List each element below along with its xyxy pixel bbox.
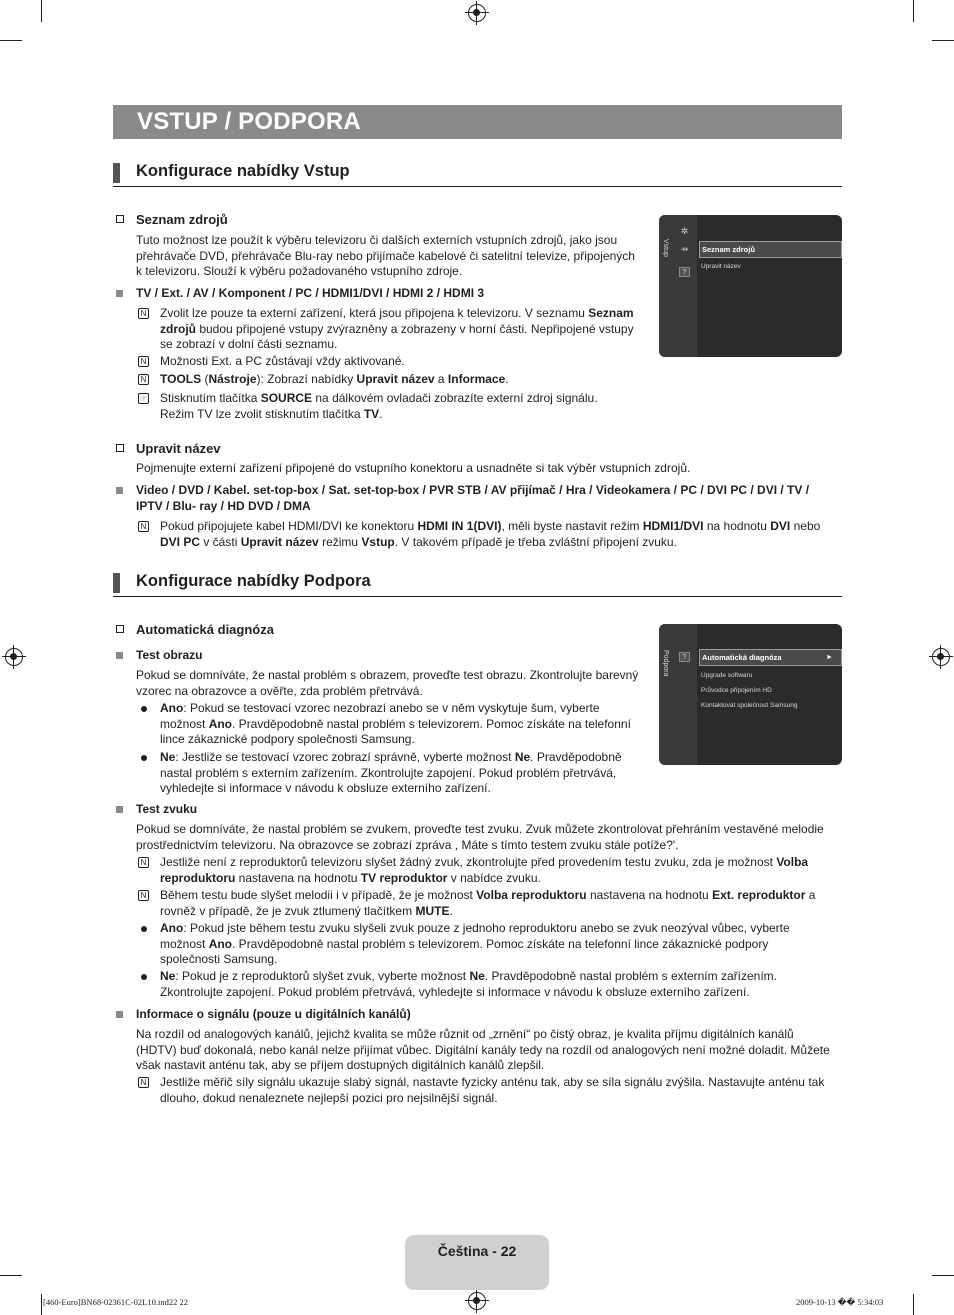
paragraph: Pojmenujte externí zařízení připojené do vstupního konektoru a usnadněte si tak výběr vstupních zdrojů. — [136, 461, 691, 475]
section-title: Konfigurace nabídky Vstup — [136, 162, 350, 180]
subsection-heading: Upravit název — [136, 441, 221, 456]
bullet-dot-icon — [141, 974, 147, 980]
checkbox-bullet-icon — [116, 215, 124, 223]
note-text: Pokud připojujete kabel HDMI/DVI ke konektoru HDMI IN 1(DVI), měli byste nastavit režim HDMI1/DVI na hodnotu DVI nebo DVI PC v části Upravit název režimu Vstup. V takovém případě je třeba zvláštní připojení zvuku. — [160, 519, 821, 549]
osd-menu-item[interactable]: Kontaktovat společnost Samsung — [701, 702, 798, 709]
subsection-heading: Seznam zdrojů — [136, 212, 228, 227]
crop-mark — [41, 1294, 42, 1315]
subsection-heading: Automatická diagnóza — [136, 622, 274, 637]
paragraph: Tuto možnost lze použít k výběru televizoru či dalších externích vstupních zdrojů, jako jsou přehrávače DVD, přehrávače Blu-ray nebo přijímače kabelové či satelitní televize, připojených k televizoru. Slouží k výběru požadovaného vstupního zdroje. — [136, 233, 635, 278]
note-text: Během testu bude slyšet melodii i v případě, že je možnost Volba reproduktoru nastavena na hodnotu Ext. reproduktor a rovněž v případě, že je zvuk ztlumený tlačítkem MUTE. — [160, 888, 816, 918]
bullet-text: Ano: Pokud jste během testu zvuku slyšeli zvuk pouze z jednoho reproduktoru anebo se zvuk neozýval vůbec, vyberte možnost Ano. Pravděpodobně nastal problém s televizorem. Pomoc získáte na telefonní lince zákaznické podpory společnosti Samsung. — [160, 921, 790, 966]
chapter-title: VSTUP / PODPORA — [137, 108, 361, 135]
note-icon: N — [138, 521, 149, 532]
paragraph: Pokud se domníváte, že nastal problém s obrazem, proveďte test obrazu. Zkontrolujte barevný vzorec na obrazovce a ověřte, zda problém přetrvává. — [136, 668, 639, 698]
bullet-dot-icon — [141, 926, 147, 932]
square-bullet-icon — [116, 1011, 123, 1018]
checkbox-bullet-icon — [116, 444, 124, 452]
section-bar — [113, 163, 120, 183]
crop-mark — [41, 0, 42, 22]
note-icon: N — [138, 1077, 149, 1088]
bullet-text: Ano: Pokud se testovací vzorec nezobrazí anebo se v něm vyskytuje šum, vyberte možnost Ano. Pravděpodobně nastal problém s televizorem. Pomoc získáte na telefonní lince zákaznické podpory společnosti Samsung. — [160, 701, 631, 746]
crop-mark — [0, 40, 22, 41]
help-icon: ? — [679, 267, 690, 277]
square-bullet-icon — [116, 487, 123, 494]
registration-mark-icon — [932, 648, 950, 666]
print-slug-right: 2009-10-13 �� 5:34:03 — [796, 1297, 884, 1307]
help-icon: ? — [679, 652, 690, 662]
option-list: Video / DVD / Kabel. set-top-box / Sat. set-top-box / PVR STB / AV přijímač / Hra / Videokamera / PC / DVI PC / DVI / TV / IPTV / Blu- ray / HD DVD / DMA — [136, 483, 810, 513]
note-text: Jestliže není z reproduktorů televizoru slyšet žádný zvuk, zkontrolujte před provedením testu zvuku, zda je možnost Volba reproduktoru nastavena na hodnotu TV reproduktor v nabídce zvuku. — [160, 855, 809, 885]
option-list: TV / Ext. / AV / Komponent / PC / HDMI1/DVI / HDMI 2 / HDMI 3 — [136, 286, 485, 300]
crop-mark — [913, 0, 914, 22]
page-number-tab — [405, 1235, 549, 1290]
checkbox-bullet-icon — [116, 625, 124, 633]
square-bullet-icon — [116, 290, 123, 297]
note-text: Možnosti Ext. a PC zůstávají vždy aktivované. — [160, 354, 405, 368]
registration-mark-icon — [468, 4, 486, 22]
crop-mark — [0, 1275, 22, 1276]
section-header-input — [113, 162, 842, 187]
print-slug-left: [460-Euro]BN68-02361C-02L10.ind22 22 — [43, 1297, 188, 1307]
subheading: Informace o signálu (pouze u digitálních kanálů) — [136, 1007, 411, 1021]
osd-menu-item[interactable]: Průvodce připojením HD — [701, 687, 772, 694]
osd-selected-item[interactable]: Automatická diagnóza ► — [699, 649, 842, 666]
note-icon: N — [138, 356, 149, 367]
osd-menu-item[interactable]: Upgrade softwaru — [701, 672, 753, 679]
page-label: Čeština - 22 — [437, 1243, 517, 1259]
section-title: Konfigurace nabídky Podpora — [136, 572, 371, 590]
note-text: Stisknutím tlačítka SOURCE na dálkovém ovladači zobrazíte externí zdroj signálu. Režim TV lze zvolit stisknutím tlačítka TV. — [160, 391, 598, 421]
note-text: Zvolit lze pouze ta externí zařízení, která jsou připojena k televizoru. V seznamu Seznam zdrojů budou připojené vstupy zvýrazněny a zobrazeny v horní části. Nepřipojené vstupy se zobrazí v dolní části seznamu. — [160, 306, 634, 351]
note-icon: N — [138, 857, 149, 868]
note-text: Jestliže měřič síly signálu ukazuje slabý signál, nastavte fyzicky anténu tak, aby se síla signálu zvýšila. Nastavujte anténu tak dlouho, dokud nenaleznete nejlepší pozici pro nejsilnější signál. — [160, 1075, 825, 1105]
osd-sidebar — [659, 624, 697, 765]
section-header-support — [113, 572, 842, 597]
bullet-text: Ne: Pokud je z reproduktorů slyšet zvuk, vyberte možnost Ne. Pravděpodobně nastal problém s externím zařízením. Zkontrolujte zapojení. Pokud problém přetrvává, vyhledejte si informace v návodu k obsluze externího zařízení. — [160, 969, 777, 999]
note-icon: N — [138, 374, 149, 385]
osd-menu-support — [659, 624, 842, 765]
bullet-text: Ne: Jestliže se testovací vzorec zobrazí správně, vyberte možnost Ne. Pravděpodobně nastal problém s externím zařízením. Zkontrolujte zapojení. Pokud problém přetrvává, vyhledejte si informace v návodu k obsluze externího zařízení. — [160, 750, 622, 795]
square-bullet-icon — [116, 652, 123, 659]
crop-mark — [932, 1275, 954, 1276]
registration-mark-icon — [5, 648, 23, 666]
square-bullet-icon — [116, 806, 123, 813]
input-plug-icon: ⇸ — [680, 244, 689, 254]
chapter-header — [113, 105, 842, 139]
registration-mark-icon — [468, 1292, 486, 1310]
osd-selected-item[interactable]: Seznam zdrojů — [699, 241, 842, 258]
osd-menu-input — [659, 215, 842, 357]
note-icon: N — [138, 890, 149, 901]
crop-mark — [913, 1294, 914, 1315]
paragraph: Pokud se domníváte, že nastal problém se zvukem, proveďte test zvuku. Zvuk můžete zkontrolovat přehráním vestavěné melodie prostřednictvím televizoru. Na obrazovce se zobrazí zpráva , Máte s tímto testem zvuku stále potíže?'. — [136, 822, 824, 852]
note-text: TOOLS (Nástroje): Zobrazí nabídky Upravit název a Informace. — [160, 372, 509, 386]
osd-side-label: Podpora — [662, 650, 669, 677]
crop-mark — [932, 40, 954, 41]
note-icon: N — [138, 308, 149, 319]
osd-side-label: Vstup — [662, 239, 669, 257]
subheading: Test obrazu — [136, 648, 203, 662]
section-bar — [113, 573, 120, 593]
paragraph: Na rozdíl od analogových kanálů, jejichž kvalita se může různit od „zrnění“ po čistý obraz, je kvalita příjmu digitálních kanálů (HDTV) buď dokonalá, nebo kanál nelze přijímat vůbec. Digitální kanály tedy na rozdíl od analogových není možné doladit. Můžete však nastavit anténu tak, aby se příjem dostupných digitálních kanálů zlepšil. — [136, 1027, 830, 1072]
gear-icon: ✲ — [680, 226, 689, 236]
arrow-right-icon: ► — [826, 654, 833, 661]
remote-hand-icon: ☞ — [139, 394, 148, 403]
bullet-dot-icon — [141, 755, 147, 761]
subheading: Test zvuku — [136, 802, 198, 816]
bullet-dot-icon — [141, 706, 147, 712]
osd-menu-item[interactable]: Upravit název — [701, 263, 741, 270]
osd-sidebar — [659, 215, 697, 357]
